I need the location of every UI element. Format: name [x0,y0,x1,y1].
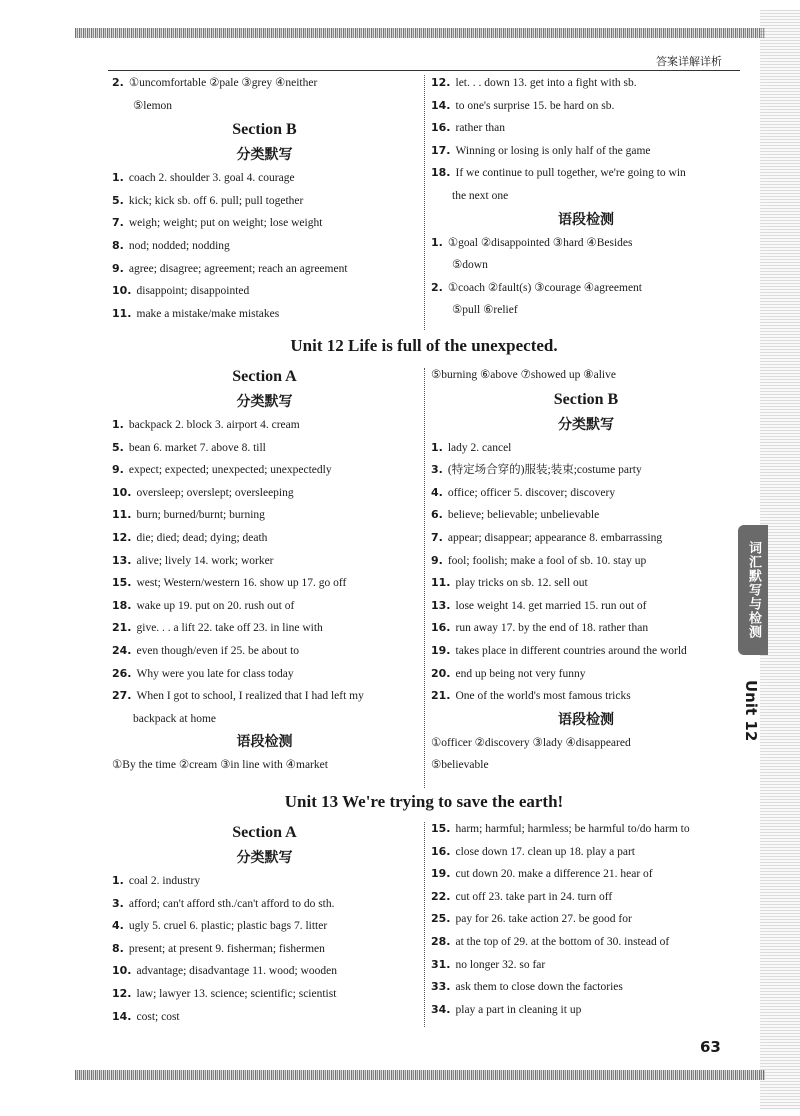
answer-text: let. . . down 13. get into a fight with sb. [455,77,637,89]
answer-line [112,640,417,663]
answer-line [112,663,417,686]
answer-line [112,72,417,95]
answer-line [112,527,417,550]
answer-line [112,893,417,916]
answer-line [431,976,741,999]
item-number: 2. [112,76,124,89]
answer-line [431,617,741,640]
answer-line [431,954,741,977]
item-number: 11. [431,576,451,590]
answer-text: close down 17. clean up 18. play a part [455,845,635,858]
subsection-heading: 分类默写 [236,147,293,164]
subsection-heading: 分类默写 [558,416,614,433]
item-number: 15. [431,822,451,835]
section-heading: Section A [232,824,297,841]
header-rule [108,70,740,71]
answer-line [431,95,741,118]
item-number: 6. [431,508,443,522]
answer-text: run away 17. by the end of 18. rather than [455,622,649,635]
answer-text: cost; cost [136,1010,180,1023]
answer-line [431,527,741,550]
answer-text: the next one [452,189,509,202]
block2-left-column [112,364,417,777]
answer-line [431,572,741,595]
item-number: 13. [112,553,132,567]
page-number: 63 [700,1038,721,1056]
answer-text: ⑤pull ⑥relief [452,304,518,317]
answer-text: Why were you late for class today [136,667,294,680]
answer-text: ask them to close down the factories [455,981,623,994]
answer-line [431,841,741,864]
answer-line [431,685,741,708]
answer-text: wake up 19. put on 20. rush out of [136,599,295,612]
answer-text: ⑤burning ⑥above ⑦showed up ⑧alive [431,369,616,381]
item-number: 17. [431,143,451,157]
item-number: 5. [112,440,124,454]
answer-text: If we continue to pull together, we're going to win [455,167,686,180]
unit12-title: Unit 12 Life is full of the unexpected. [290,336,558,355]
answer-text: coach 2. shoulder 3. goal 4. courage [128,172,295,185]
answer-line [112,572,417,595]
item-number: 2. [431,280,443,294]
item-number: 25. [431,912,451,926]
answer-text: fool; foolish; make a fool of sb. 10. stay up [447,554,647,567]
item-number: 1. [112,874,124,887]
answer-text: no longer 32. so far [455,958,546,971]
answer-line [431,299,741,322]
answer-text: ①By the time ②cream ③in line with ④market [112,759,328,772]
answer-text: weigh; weight; put on weight; lose weight [128,217,323,230]
item-number: 5. [112,193,124,207]
answer-line [112,754,417,777]
block1-left-column [112,72,417,325]
answer-line [431,185,741,208]
answer-line [112,482,417,505]
answer-text: backpack 2. block 3. airport 4. cream [128,419,300,431]
answer-line [431,999,741,1022]
answer-line [112,708,417,731]
block3-right-column [431,818,741,1021]
item-number: 27. [112,689,132,703]
item-number: 16. [431,844,451,858]
item-number: 19. [431,867,451,881]
answer-text: play a part in cleaning it up [455,1003,582,1016]
side-unit-label: Unit 12 [742,680,760,742]
subsection-heading: 语段检测 [558,711,614,728]
answer-line [112,258,417,281]
answer-text: ⑤lemon [133,99,173,112]
answer-text: coal 2. industry [128,875,201,887]
answer-line [112,685,417,708]
item-number: 22. [431,889,451,903]
answer-text: office; officer 5. discover; discovery [447,486,616,499]
answer-line [431,863,741,886]
item-number: 21. [431,689,451,703]
item-number: 20. [431,666,451,680]
answer-text: law; lawyer 13. science; scientific; scientist [136,987,337,1000]
item-number: 14. [431,98,451,112]
block2-right-column [431,364,741,777]
answer-text: rather than [455,122,505,135]
answer-text: backpack at home [133,712,217,725]
answer-line [112,212,417,235]
answer-line [112,938,417,961]
answer-line [431,232,741,255]
answer-text: burn; burned/burnt; burning [136,509,265,522]
answer-text: west; Western/western 16. show up 17. go off [136,577,347,590]
answer-line [431,162,741,185]
item-number: 10. [112,284,132,298]
answer-text: advantage; disadvantage 11. wood; wooden [136,965,337,978]
item-number: 21. [112,621,132,635]
item-number: 34. [431,1002,451,1016]
answer-line [112,437,417,460]
answer-text: ①goal ②disappointed ③hard ④Besides [447,236,633,249]
answer-line [431,459,741,482]
answer-text: kick; kick sb. off 6. pull; pull together [128,194,304,207]
answer-line [431,504,741,527]
answer-line [431,482,741,505]
answer-text: cut off 23. take part in 24. turn off [455,890,613,903]
answer-text: play tricks on sb. 12. sell out [455,577,588,590]
answer-line [431,754,741,777]
item-number: 1. [431,440,443,454]
item-number: 13. [431,598,451,612]
answer-text: to one's surprise 15. be hard on sb. [455,99,615,112]
item-number: 18. [112,598,132,612]
answer-text: takes place in different countries around the world [455,644,687,657]
item-number: 18. [431,166,451,180]
section-heading: Section B [232,121,297,139]
answer-text: ⑤down [452,259,488,272]
section-heading: Section A [232,368,297,385]
block3-left-column [112,820,417,1028]
answer-line [431,277,741,300]
answer-line [112,915,417,938]
item-number: 12. [431,76,451,89]
item-number: 9. [431,553,443,567]
answer-text: ①uncomfortable ②pale ③grey ④neither [128,77,318,89]
item-number: 8. [112,941,124,955]
item-number: 3. [431,463,443,477]
item-number: 26. [112,666,132,680]
answer-line [112,235,417,258]
answer-line [431,437,741,460]
answer-line [431,254,741,277]
answer-text: alive; lively 14. work; worker [136,554,274,567]
top-scan-border [75,28,765,38]
section-heading: Section B [553,390,619,408]
answer-line [431,640,741,663]
answer-text: end up being not very funny [455,667,586,680]
answer-line [431,732,741,755]
answer-text: at the top of 29. at the bottom of 30. instead of [455,935,670,948]
answer-line [112,190,417,213]
answer-text: even though/even if 25. be about to [136,644,300,657]
answer-text: nod; nodded; nodding [128,239,230,252]
answer-line [431,364,741,387]
item-number: 16. [431,621,451,635]
answer-text: (特定场合穿的)服装;装束;costume party [447,464,642,477]
answer-text: die; died; dead; dying; death [136,531,268,544]
answer-text: give. . . a lift 22. take off 23. in line with [136,622,323,635]
answer-text: expect; expected; unexpected; unexpectedly [128,464,332,477]
column-divider [424,368,425,788]
answer-text: pay for 26. take action 27. be good for [455,913,632,926]
answer-line [431,908,741,931]
item-number: 7. [112,216,124,230]
answer-text: afford; can't afford sth./can't afford to do sth. [128,897,335,910]
answer-text: appear; disappear; appearance 8. embarrassing [447,531,663,544]
item-number: 1. [112,171,124,185]
column-divider [424,822,425,1027]
answer-line [112,303,417,326]
answer-line [431,931,741,954]
answer-line [112,167,417,190]
item-number: 28. [431,934,451,948]
item-number: 10. [112,485,132,499]
answer-text: ugly 5. cruel 6. plastic; plastic bags 7. litter [128,920,328,933]
item-number: 4. [431,485,443,499]
answer-text: present; at present 9. fisherman; fishermen [128,942,325,955]
answer-text: oversleep; overslept; oversleeping [136,486,294,499]
item-number: 9. [112,463,124,477]
item-number: 12. [112,530,132,544]
answer-line [431,140,741,163]
answer-text: ①officer ②discovery ③lady ④disappeared [431,736,631,749]
answer-line [112,459,417,482]
answer-text: bean 6. market 7. above 8. till [128,441,266,454]
item-number: 9. [112,261,124,275]
item-number: 12. [112,986,132,1000]
answer-text: ①coach ②fault(s) ③courage ④agreement [447,281,643,294]
subsection-heading: 语段检测 [558,211,614,228]
answer-line [431,117,741,140]
answer-text: make a mistake/make mistakes [136,307,280,320]
answer-text: believe; believable; unbelievable [447,509,600,522]
item-number: 33. [431,980,451,994]
answer-line [112,595,417,618]
answer-text: Winning or losing is only half of the game [455,144,651,157]
item-number: 11. [112,508,132,522]
item-number: 3. [112,896,124,910]
answer-text: ⑤believable [431,759,489,772]
answer-line [431,663,741,686]
item-number: 4. [112,919,124,933]
item-number: 15. [112,576,132,590]
side-tab: 词汇默写与检测 [738,525,768,655]
subsection-heading: 分类默写 [236,850,293,866]
answer-line [112,960,417,983]
answer-text: agree; disagree; agreement; reach an agreement [128,262,348,275]
item-number: 19. [431,643,451,657]
answer-line [431,818,741,841]
answer-line [112,983,417,1006]
answer-line [112,504,417,527]
answer-line [112,1006,417,1029]
answer-line [431,550,741,573]
column-divider [424,75,425,330]
subsection-heading: 分类默写 [236,394,293,410]
answer-text: When I got to school, I realized that I had left my [136,690,364,703]
item-number: 10. [112,964,132,978]
item-number: 16. [431,121,451,135]
page-header: 答案详解详析 [656,55,722,68]
answer-text: disappoint; disappointed [136,285,250,298]
answer-text: lose weight 14. get married 15. run out of [455,599,647,612]
item-number: 7. [431,530,443,544]
answer-line [112,414,417,437]
answer-text: lady 2. cancel [447,441,512,454]
answer-text: cut down 20. make a difference 21. hear of [455,868,653,881]
item-number: 1. [431,235,443,249]
item-number: 14. [112,1009,132,1023]
block1-right-column [431,72,741,322]
item-number: 24. [112,643,132,657]
item-number: 1. [112,418,124,431]
unit13-title: Unit 13 We're trying to save the earth! [284,792,564,811]
answer-text: harm; harmful; harmless; be harmful to/do harm to [455,823,690,835]
answer-line [431,886,741,909]
answer-line [112,95,417,118]
answer-line [112,870,417,893]
item-number: 11. [112,306,132,320]
answer-line [431,595,741,618]
item-number: 31. [431,957,451,971]
answer-line [112,617,417,640]
answer-line [112,550,417,573]
answer-text: One of the world's most famous tricks [455,690,631,703]
answer-line [112,280,417,303]
answer-line [431,72,741,95]
item-number: 8. [112,238,124,252]
bottom-scan-border [75,1070,765,1080]
subsection-heading: 语段检测 [236,734,293,751]
